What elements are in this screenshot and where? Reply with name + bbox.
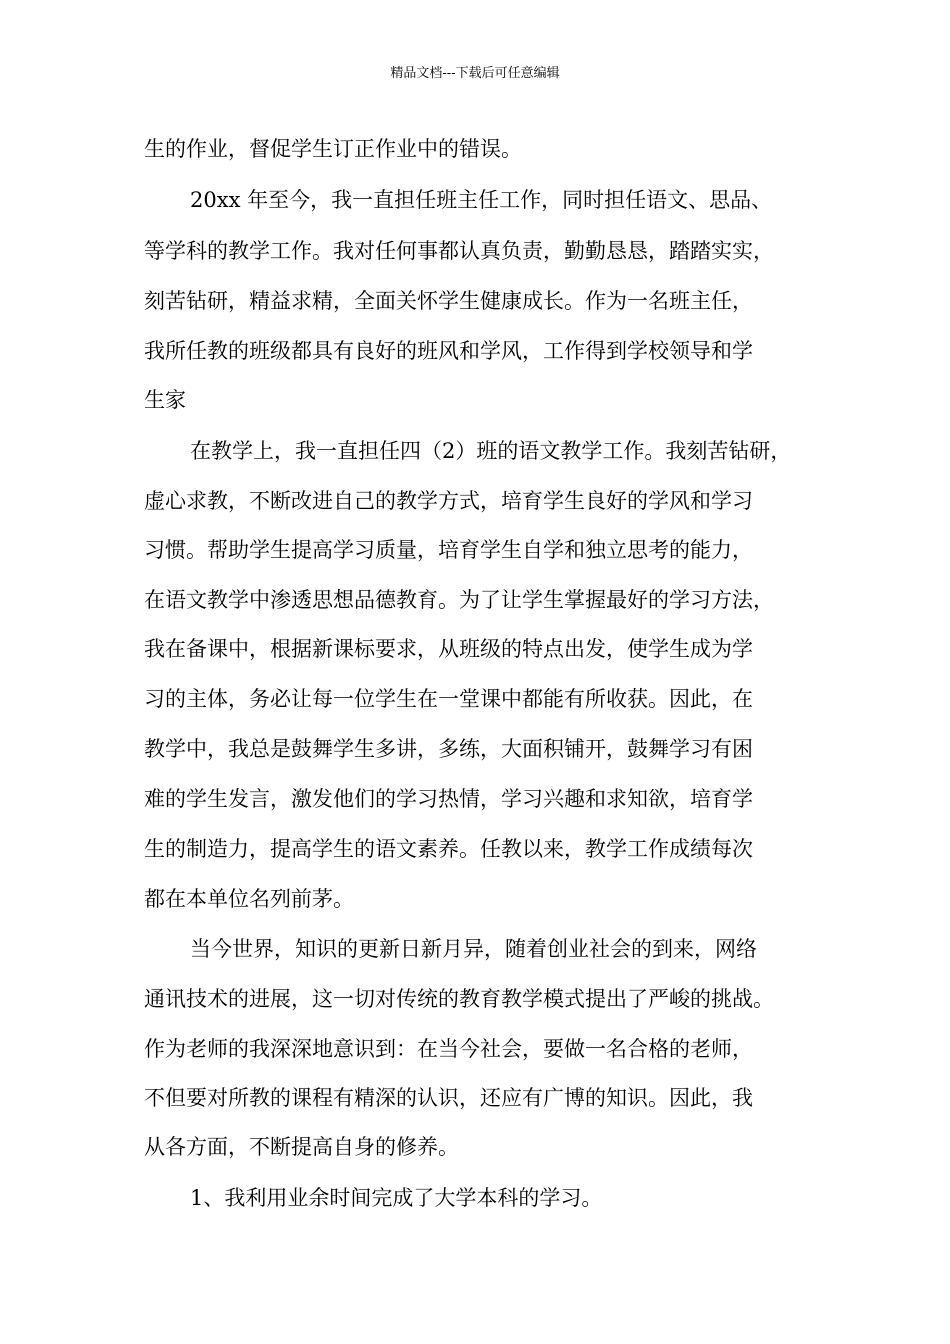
text-line: 教学中，我总是鼓舞学生多讲，多练，大面积铺开，鼓舞学习有困	[144, 737, 753, 761]
text-line: 等学科的教学工作。我对任何事都认真负责，勤勤恳恳，踏踏实实，	[144, 239, 774, 263]
text-line: 从各方面，不断提高自身的修养。	[144, 1135, 459, 1159]
text-line: 我所任教的班级都具有良好的班风和学风，工作得到学校领导和学	[144, 339, 753, 363]
text-line: 生家	[144, 388, 186, 412]
text-line: 我在备课中，根据新课标要求，从班级的特点出发，使学生成为学	[144, 637, 753, 661]
text-line: 难的学生发言，激发他们的学习热情，学习兴趣和求知欲，培育学	[144, 787, 753, 811]
text-line: 当今世界，知识的更新日新月异，随着创业社会的到来，网络	[190, 937, 757, 961]
text-line: 生的作业，督促学生订正作业中的错误。	[144, 137, 522, 161]
text-line: 通讯技术的进展，这一切对传统的教育教学模式提出了严峻的挑战。	[144, 987, 774, 1011]
text-line: 虚心求教，不断改进自己的教学方式，培育学生良好的学风和学习	[144, 489, 753, 513]
text-line: 20xx 年至今，我一直担任班主任工作，同时担任语文、思品、	[190, 188, 773, 212]
text-line: 习的主体，务必让每一位学生在一堂课中都能有所收获。因此，在	[144, 687, 753, 711]
text-line: 在教学上，我一直担任四（2）班的语文教学工作。我刻苦钻研，	[190, 439, 792, 463]
text-line: 不但要对所教的课程有精深的认识，还应有广博的知识。因此，我	[144, 1086, 753, 1110]
text-line: 生的制造力，提高学生的语文素养。任教以来，教学工作成绩每次	[144, 837, 753, 861]
text-line: 在语文教学中渗透思想品德教育。为了让学生掌握最好的学习方法，	[144, 588, 774, 612]
text-line: 习惯。帮助学生提高学习质量，培育学生自学和独立思考的能力，	[144, 538, 753, 562]
text-line: 1、我利用业余时间完成了大学本科的学习。	[190, 1186, 603, 1210]
page-header: 精品文档---下载后可任意编辑	[390, 66, 560, 81]
text-line: 都在本单位名列前茅。	[144, 887, 354, 911]
text-line: 作为老师的我深深地意识到：在当今社会，要做一名合格的老师，	[144, 1037, 753, 1061]
text-line: 刻苦钻研，精益求精，全面关怀学生健康成长。作为一名班主任，	[144, 289, 753, 313]
